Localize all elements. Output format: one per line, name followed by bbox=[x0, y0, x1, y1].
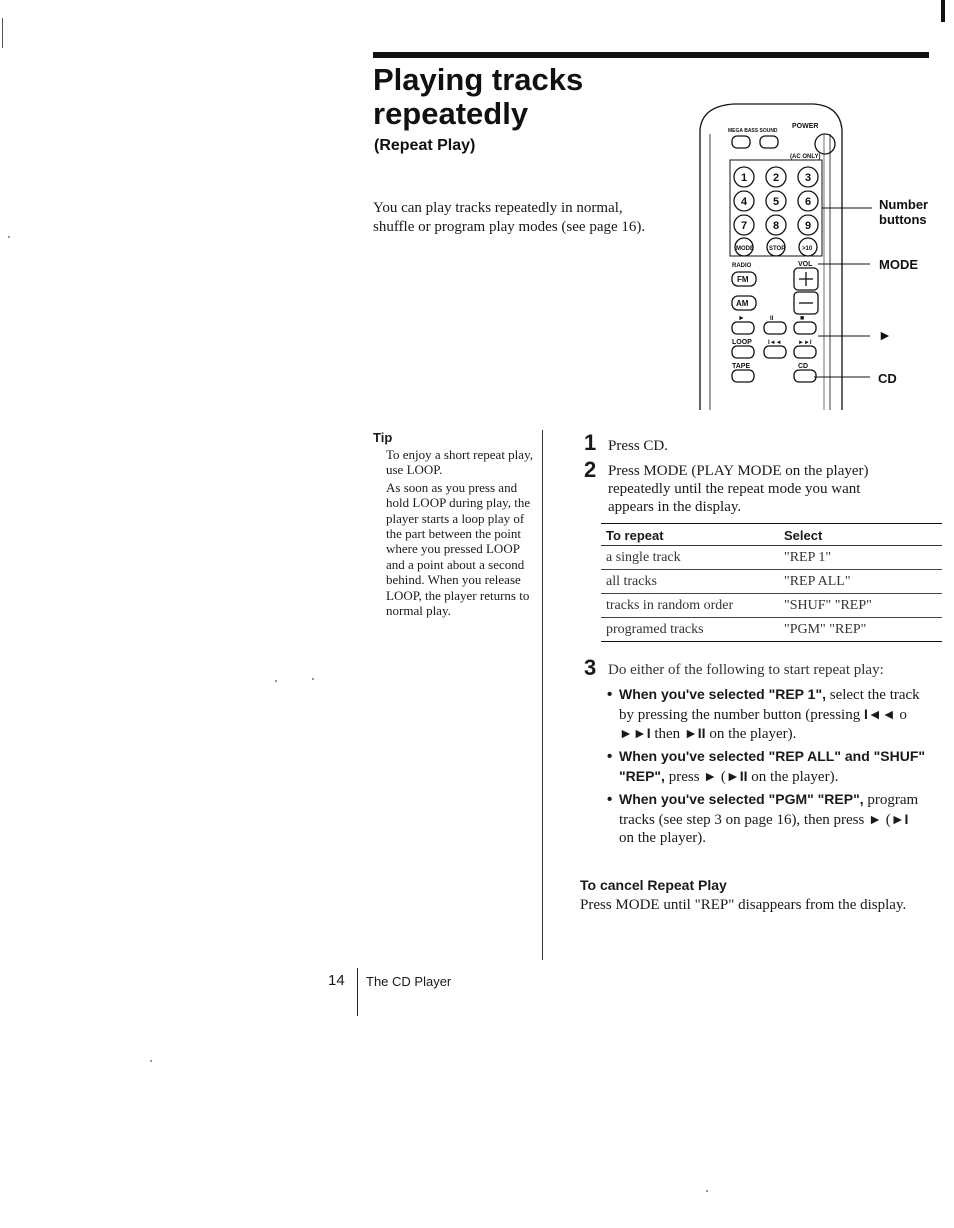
step-2-text: Press MODE (PLAY MODE on the player) repeatedly until the repeat mode you want appears in the display. bbox=[608, 463, 869, 515]
fm-label: FM bbox=[737, 275, 749, 284]
play-symbol: ► bbox=[738, 315, 745, 322]
bullet-pgm-rep: • When you've selected "PGM" "REP", program tracks (see step 3 on page 16), then press ► (►I on the player). bbox=[607, 791, 919, 846]
scan-speck bbox=[8, 236, 10, 238]
prev-symbol: I◄◄ bbox=[768, 340, 782, 346]
bullet-rep-1: • When you've selected "REP 1", select the track by pressing the number button (pressing I◄◄ o ►►I then ►II on the player). bbox=[607, 686, 920, 742]
bullet-rep-1-text: select the track bbox=[825, 687, 920, 703]
table-cell: "SHUF" "REP" bbox=[779, 594, 942, 618]
bullet-rep-1-text: o bbox=[895, 706, 907, 723]
bullet-rep-all-bold: When you've selected "REP ALL" and "SHUF" bbox=[619, 748, 926, 764]
scan-speck bbox=[706, 1190, 708, 1192]
vol-label: VOL bbox=[798, 261, 813, 268]
bullet-pgm-rep-bold: When you've selected "PGM" "REP", bbox=[619, 791, 864, 807]
bullet-rep-all-text: press bbox=[664, 768, 704, 785]
power-label: POWER bbox=[792, 123, 819, 130]
page-subtitle: (Repeat Play) bbox=[374, 137, 476, 154]
callout-mode: MODE bbox=[879, 257, 918, 272]
step-3-number: 3 bbox=[584, 655, 597, 680]
digit-5: 5 bbox=[773, 196, 780, 208]
bullet-rep-1-text: on the player). bbox=[705, 726, 797, 742]
scan-speck bbox=[150, 1060, 152, 1062]
step-1-text: Press CD. bbox=[608, 438, 669, 454]
play-symbol: ► bbox=[703, 767, 718, 784]
bullet-rep-1-text: by pressing the number button (pressing bbox=[619, 706, 864, 723]
scan-speck bbox=[312, 678, 314, 680]
bullet-rep-all: • When you've selected "REP ALL" and "SHUF" "REP", press ► (►II on the player). bbox=[607, 748, 926, 785]
next-symbol: ►►I bbox=[798, 340, 812, 346]
prev-track-symbol: I◄◄ bbox=[863, 705, 896, 722]
table-row bbox=[601, 594, 942, 618]
pause-symbol: II bbox=[770, 316, 774, 322]
cancel-heading: To cancel Repeat Play bbox=[580, 877, 727, 893]
page-number: 14 bbox=[328, 972, 345, 989]
table-header-cell: To repeat bbox=[601, 524, 779, 546]
table-row bbox=[601, 570, 942, 594]
play-pause-symbol: ►I bbox=[890, 810, 909, 827]
table-cell: tracks in random order bbox=[601, 594, 779, 618]
table-row bbox=[601, 546, 942, 570]
step-1-number: 1 bbox=[584, 430, 597, 455]
bullet-pgm-rep-text: tracks (see step 3 on page 16), then press bbox=[619, 811, 869, 828]
tip-paragraph-2: As soon as you press and hold LOOP during play, the player starts a loop play of the part between the point where you pressed LOOP and a point about a second behind. When you release LOOP, the player returns to normal play. bbox=[386, 479, 531, 619]
stop-symbol: ■ bbox=[800, 315, 805, 322]
callout-play: ► bbox=[878, 327, 892, 343]
table-header-row bbox=[601, 524, 942, 546]
callout-cd: CD bbox=[878, 371, 897, 386]
scan-speck bbox=[275, 680, 277, 682]
step-2-number: 2 bbox=[584, 457, 597, 482]
loop-label: LOOP bbox=[732, 339, 752, 346]
section-rule bbox=[373, 52, 929, 58]
bullet-rep-1-bold: When you've selected "REP 1", bbox=[619, 686, 826, 702]
step-3-text: Do either of the following to start repeat play: bbox=[608, 662, 884, 678]
bullet-rep-1-text: then bbox=[650, 726, 684, 742]
table-row bbox=[601, 618, 942, 642]
mode-key-label: MODE bbox=[736, 246, 754, 252]
page-edge-mark bbox=[941, 0, 945, 22]
digit-8: 8 bbox=[773, 220, 780, 232]
cd-key-label: CD bbox=[798, 363, 809, 370]
play-pause-symbol: ►II bbox=[683, 725, 706, 741]
tip-paragraph-1: To enjoy a short repeat play, use LOOP. bbox=[386, 447, 533, 478]
tape-label: TAPE bbox=[732, 363, 751, 370]
am-label: AM bbox=[736, 299, 749, 308]
bullet-pgm-rep-text: on the player). bbox=[619, 830, 707, 846]
ac-only-label: (AC ONLY) bbox=[790, 154, 821, 160]
page-title: Playing tracks repeatedly bbox=[373, 62, 584, 131]
next-track-symbol: ►►I bbox=[619, 725, 651, 741]
section-name: The CD Player bbox=[366, 974, 452, 989]
radio-label: RADIO bbox=[732, 263, 752, 269]
digit-3: 3 bbox=[805, 172, 812, 184]
bullet-rep-all-bold: "REP", bbox=[619, 767, 665, 784]
mega-bass-label: MEGA BASS SOUND bbox=[728, 128, 778, 134]
footer-rule bbox=[357, 968, 358, 1016]
play-pause-symbol: ►II bbox=[725, 767, 748, 784]
column-divider bbox=[542, 430, 543, 960]
bullet-pgm-rep-text: ( bbox=[881, 811, 891, 828]
digit-4: 4 bbox=[741, 196, 748, 208]
digit-2: 2 bbox=[773, 172, 780, 184]
stop-key-label: STOP bbox=[769, 246, 786, 252]
digit-7: 7 bbox=[741, 220, 748, 232]
table-cell: programed tracks bbox=[601, 618, 779, 642]
cancel-text: Press MODE until "REP" disappears from the display. bbox=[580, 897, 907, 913]
table-header-cell: Select bbox=[779, 524, 942, 546]
table-cell: a single track bbox=[601, 546, 779, 570]
table-cell: "PGM" "REP" bbox=[779, 618, 942, 642]
bullet-rep-all-text: on the player). bbox=[747, 768, 839, 785]
repeat-mode-table bbox=[601, 523, 942, 642]
tip-body bbox=[386, 447, 534, 620]
tip-heading: Tip bbox=[373, 430, 393, 445]
table-cell: all tracks bbox=[601, 570, 779, 594]
play-symbol: ► bbox=[868, 810, 882, 827]
table-cell: "REP 1" bbox=[779, 546, 942, 570]
callout-number-buttons: Number buttons bbox=[879, 197, 929, 227]
bullet-pgm-rep-text: program bbox=[863, 792, 919, 808]
remote-control-illustration bbox=[694, 100, 934, 410]
ten-plus-key-label: >10 bbox=[802, 246, 813, 252]
digit-9: 9 bbox=[805, 220, 812, 232]
bullet-rep-all-text: ( bbox=[717, 768, 726, 785]
digit-6: 6 bbox=[805, 196, 812, 208]
digit-1: 1 bbox=[741, 172, 748, 184]
intro-paragraph: You can play tracks repeatedly in normal, shuffle or program play modes (see page 16). bbox=[373, 200, 646, 235]
left-edge-line bbox=[2, 18, 3, 48]
table-cell: "REP ALL" bbox=[779, 570, 942, 594]
